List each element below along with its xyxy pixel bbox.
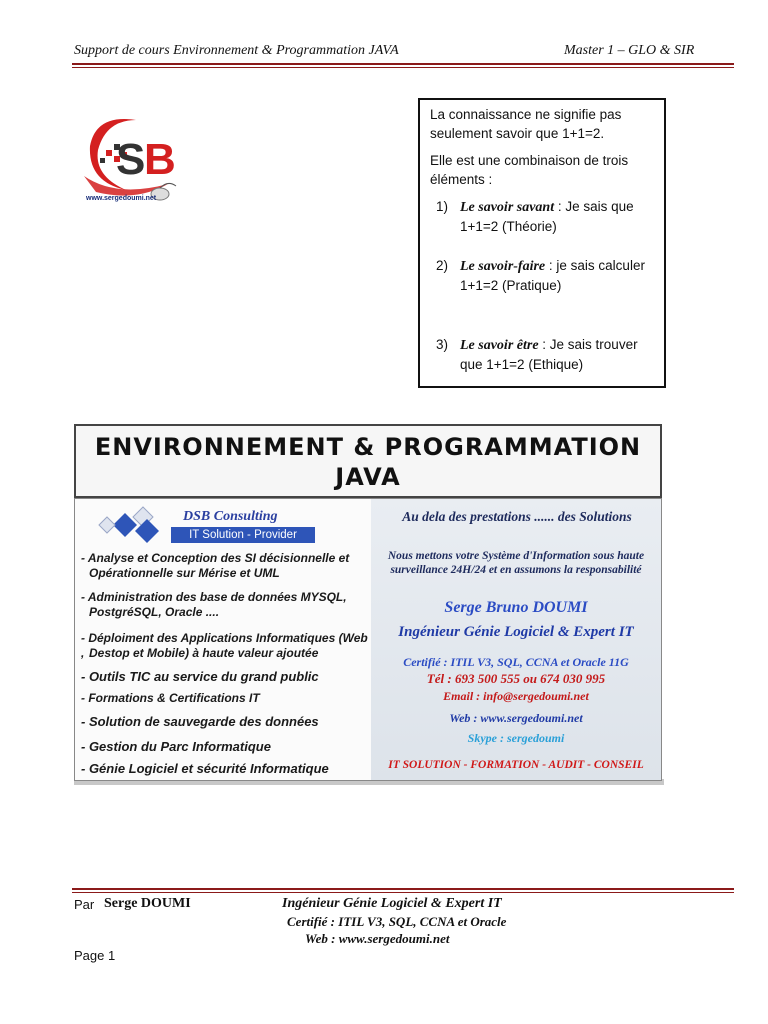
footer-role: Ingénieur Génie Logiciel & Expert IT <box>282 896 502 911</box>
banner-left-panel <box>75 499 371 780</box>
banner-certifications: Certifié : ITIL V3, SQL, CCNA et Oracle 11G <box>403 655 629 669</box>
quote-item-label: Le savoir être <box>460 338 539 353</box>
footer-by-label: Par <box>74 897 95 912</box>
footer-rule-thin <box>72 892 734 893</box>
quote-item-text: : Je sais trouver que 1+1=2 (Ethique) <box>460 337 638 372</box>
svg-text:B: B <box>144 135 176 184</box>
footer-rule <box>72 888 734 890</box>
quote-item <box>430 335 654 374</box>
quote-item-number: 1) <box>436 199 449 214</box>
logo-url: www.sergedoumi.net <box>86 195 157 202</box>
quote-paragraph-1: La connaissance ne signifie pas seulement savoir que 1+1=2. <box>430 107 622 141</box>
banner-website: Web : www.sergedoumi.net <box>449 711 583 725</box>
company-name: DSB Consulting <box>183 509 278 524</box>
service-item: - Génie Logiciel et sécurité Informatique <box>81 761 329 776</box>
banner-person-name: Serge Bruno DOUMI <box>444 599 588 616</box>
header-rule-thin <box>72 67 734 68</box>
service-item: - Formations & Certifications IT <box>81 691 260 705</box>
quote-item-number: 3) <box>436 337 449 352</box>
quote-item-label: Le savoir savant <box>460 200 555 215</box>
banner-person-role: Ingénieur Génie Logiciel & Expert IT <box>398 624 634 640</box>
quote-paragraph-2: Elle est une combinaison de trois éléments : <box>430 153 629 187</box>
quote-item <box>430 197 654 236</box>
banner-headline: Au dela des prestations ...... des Solutions <box>402 509 632 524</box>
banner-footer: IT SOLUTION - FORMATION - AUDIT - CONSEIL <box>388 759 644 771</box>
title-line-1: ENVIRONNEMENT & PROGRAMMATION <box>94 433 642 461</box>
title-line-2: JAVA <box>335 463 401 491</box>
service-item: Destop et Mobile) à haute valeur ajoutée <box>89 646 319 660</box>
banner-description <box>377 549 655 577</box>
banner-email: Email : info@sergedoumi.net <box>443 689 589 703</box>
banner-phone: Tél : 693 500 555 ou 674 030 995 <box>426 671 606 686</box>
footer-author: Serge DOUMI <box>104 896 191 911</box>
banner-skype: Skype : sergedoumi <box>467 731 565 745</box>
company-tagline: IT Solution - Provider <box>171 527 315 543</box>
service-item: - Solution de sauvegarde des données <box>81 714 319 729</box>
banner-description-line: Nous mettons votre Système d'Information sous haute <box>387 550 645 562</box>
document-title <box>74 424 662 498</box>
header-level: Master 1 – GLO & SIR <box>564 43 695 58</box>
dsb-consulting-banner <box>74 498 662 781</box>
quote-item-label: Le savoir-faire <box>460 259 546 274</box>
service-item: - Gestion du Parc Informatique <box>81 739 271 754</box>
service-item: - Administration des base de données MYSQL, <box>81 590 347 604</box>
service-item: PostgréSQL, Oracle .... <box>89 605 220 619</box>
header-course-title: Support de cours Environnement & Programmation JAVA <box>74 43 399 58</box>
quote-item-text: : je sais calculer 1+1=2 (Pratique) <box>460 258 645 293</box>
diamond-logo-icon <box>97 505 163 550</box>
service-item: - Outils TIC au service du grand public <box>81 669 319 684</box>
footer-certifications: Certifié : ITIL V3, SQL, CCNA et Oracle <box>287 914 507 929</box>
header-rule <box>72 63 734 65</box>
banner-description-line: surveillance 24H/24 et en assumons la responsabilité <box>390 564 642 576</box>
quote-item-text: : Je sais que 1+1=2 (Théorie) <box>460 199 634 234</box>
quote-list <box>430 197 654 374</box>
footer-website: Web : www.sergedoumi.net <box>305 931 450 946</box>
banner-right-panel <box>371 499 662 780</box>
svg-text:S: S <box>116 135 146 184</box>
service-item: Opérationnelle sur Mérise et UML <box>89 566 280 580</box>
page-number: Page 1 <box>74 948 116 963</box>
quote-box <box>418 98 666 388</box>
quote-item <box>430 256 654 295</box>
quote-item-number: 2) <box>436 258 449 273</box>
service-item: - Analyse et Conception des SI décisionnelle et <box>81 551 350 565</box>
service-item: - Déploiment des Applications Informatiques (Web , <box>81 631 368 660</box>
